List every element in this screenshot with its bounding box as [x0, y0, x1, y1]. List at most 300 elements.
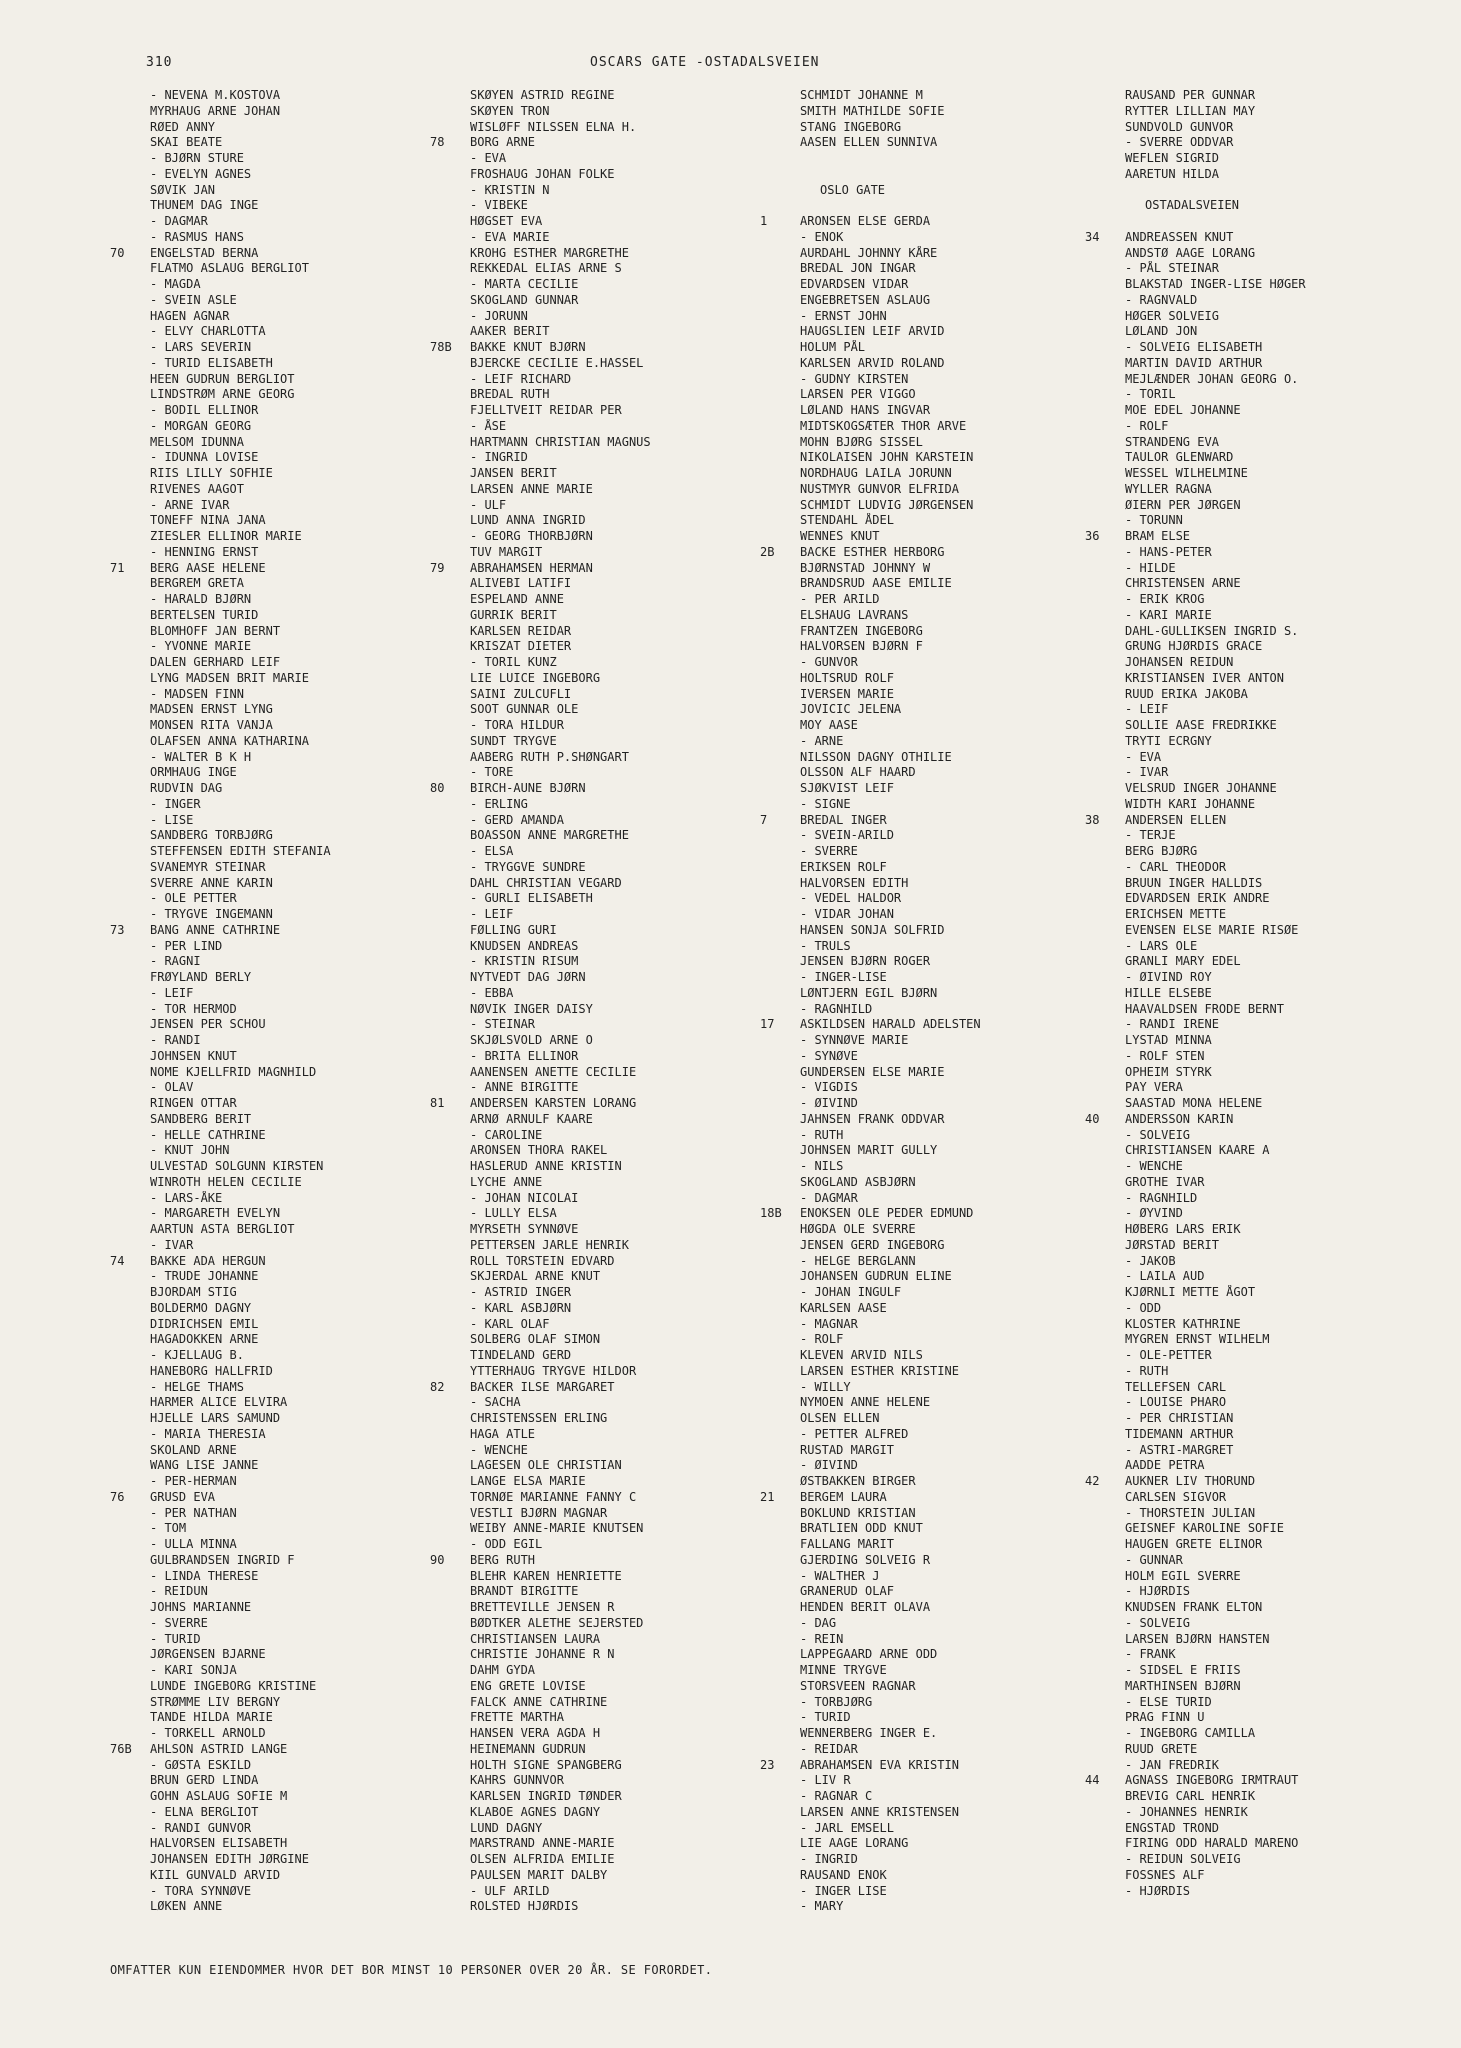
resident-name: - SACHA [470, 1395, 521, 1410]
resident-name: ENGSTAD TROND [1125, 1820, 1219, 1835]
resident-name: ORMHAUG INGE [150, 765, 237, 780]
resident-row [430, 1049, 770, 1065]
resident-name: - ROLF [1125, 418, 1169, 433]
resident-row [110, 529, 450, 545]
resident-row [430, 876, 770, 892]
resident-row [760, 198, 1100, 214]
resident-name: - KRISTIN N [470, 182, 550, 197]
resident-row [110, 876, 450, 892]
resident-name: TUV MARGIT [470, 544, 543, 559]
resident-row [760, 1679, 1100, 1695]
resident-name: STANG INGEBORG [800, 119, 902, 134]
resident-row [110, 734, 450, 750]
house-number: 73 [110, 922, 125, 937]
resident-row [110, 183, 450, 199]
resident-row [760, 813, 1100, 829]
resident-name: HEEN GUDRUN BERGLIOT [150, 371, 295, 386]
resident-row [1085, 1600, 1425, 1616]
resident-name: ARONSEN ELSE GERDA [800, 214, 931, 228]
resident-row [1085, 1616, 1425, 1632]
resident-name: - TORIL [1125, 387, 1176, 402]
resident-name: PETTERSEN JARLE HENRIK [470, 1237, 629, 1252]
resident-name: - ODD EGIL [470, 1537, 543, 1551]
resident-row [1085, 1411, 1425, 1427]
resident-row [430, 529, 770, 545]
resident-name: BJORDAM STIG [150, 1285, 237, 1299]
resident-name: HENDEN BERIT OLAVA [800, 1600, 931, 1614]
resident-name: WIDTH KARI JOHANNE [1125, 796, 1256, 811]
resident-name: FRETTE MARTHA [470, 1710, 564, 1725]
resident-row [430, 765, 770, 781]
resident-name: FROSHAUG JOHAN FOLKE [470, 166, 615, 181]
resident-row [110, 561, 450, 577]
resident-row [110, 513, 450, 529]
resident-row [760, 1616, 1100, 1632]
resident-row [1085, 1159, 1425, 1175]
resident-name: - HELGE BERGLANN [800, 1253, 916, 1268]
resident-name: TAULOR GLENWARD [1125, 450, 1234, 465]
resident-name: HOLM EGIL SVERRE [1125, 1568, 1241, 1583]
resident-row [430, 1128, 770, 1144]
resident-row [1085, 309, 1425, 325]
resident-name: NYMOEN ANNE HELENE [800, 1395, 931, 1410]
resident-row [110, 1805, 450, 1821]
resident-name: - OLE-PETTER [1125, 1348, 1212, 1362]
resident-row [760, 88, 1100, 104]
resident-name: TIDEMANN ARTHUR [1125, 1426, 1234, 1441]
resident-row [110, 639, 450, 655]
resident-name: - HJØRDIS [1125, 1883, 1191, 1898]
resident-row [760, 876, 1100, 892]
resident-row [110, 1773, 450, 1789]
resident-row [1085, 513, 1425, 529]
resident-row [430, 198, 770, 214]
resident-name: - VIDAR JOHAN [800, 907, 894, 921]
resident-row [760, 246, 1100, 262]
resident-name: - SOLVEIG [1125, 1127, 1191, 1142]
resident-row [760, 277, 1100, 293]
resident-name: BREVIG CARL HENRIK [1125, 1789, 1256, 1803]
resident-name: HOLTSRUD ROLF [800, 670, 894, 685]
resident-row [110, 1726, 450, 1742]
resident-name: - SIGNE [800, 796, 851, 811]
resident-row [430, 1569, 770, 1585]
resident-row [760, 309, 1100, 325]
resident-row [760, 1852, 1100, 1868]
resident-row [760, 120, 1100, 136]
resident-row [110, 246, 450, 262]
resident-row [1085, 277, 1425, 293]
resident-name: BRUUN INGER HALLDIS [1125, 875, 1263, 890]
resident-name: HALVORSEN BJØRN F [800, 639, 923, 654]
resident-row [430, 482, 770, 498]
resident-row [1085, 372, 1425, 388]
resident-row [760, 419, 1100, 435]
resident-name: CHRISTIANSEN KAARE A [1125, 1143, 1270, 1158]
resident-row [110, 1584, 450, 1600]
resident-name: RAUSAND PER GUNNAR [1125, 88, 1256, 102]
resident-name: - LEIF [1125, 702, 1169, 717]
resident-name: - JORUNN [470, 308, 528, 323]
resident-name: - MARY [800, 1899, 844, 1914]
resident-row [1085, 450, 1425, 466]
resident-row [430, 1222, 770, 1238]
resident-row [110, 860, 450, 876]
resident-row [760, 671, 1100, 687]
resident-row [760, 1789, 1100, 1805]
resident-name: NIKOLAISEN JOHN KARSTEIN [800, 450, 974, 465]
resident-name: RYTTER LILLIAN MAY [1125, 103, 1256, 118]
house-number: 1 [760, 214, 768, 228]
resident-name: - MARTA CECILIE [470, 277, 579, 291]
resident-name: WENNES KNUT [800, 529, 880, 543]
resident-row [1085, 954, 1425, 970]
resident-row [430, 1443, 770, 1459]
resident-row [1085, 592, 1425, 608]
resident-name: - PER ARILD [800, 592, 880, 606]
resident-row [110, 986, 450, 1002]
resident-name: HALVORSEN ELISABETH [150, 1836, 288, 1851]
house-number: 78 [430, 135, 445, 150]
resident-name: GEISNEF KAROLINE SOFIE [1125, 1521, 1284, 1536]
resident-name: SJØKVIST LEIF [800, 781, 894, 795]
resident-name: EDVARDSEN VIDAR [800, 277, 909, 291]
house-number: 76B [110, 1741, 132, 1756]
resident-name: - ØYVIND [1125, 1206, 1183, 1221]
resident-name: KNUDSEN ANDREAS [470, 938, 579, 953]
resident-name: - ULF [470, 497, 507, 512]
resident-row [110, 1285, 450, 1301]
resident-row [430, 1695, 770, 1711]
resident-row [430, 797, 770, 813]
resident-row [110, 1789, 450, 1805]
resident-row [430, 1080, 770, 1096]
resident-name: - ELSA [470, 844, 514, 858]
resident-name: CHRISTIE JOHANNE R N [470, 1647, 615, 1662]
resident-name: TELLEFSEN CARL [1125, 1379, 1227, 1394]
resident-name: HØGSET EVA [470, 214, 543, 228]
resident-name: WANG LISE JANNE [150, 1458, 259, 1473]
resident-row [110, 1348, 450, 1364]
resident-row [430, 1836, 770, 1852]
house-number: 80 [430, 781, 445, 795]
resident-name: - SOLVEIG ELISABETH [1125, 340, 1263, 354]
resident-row [760, 608, 1100, 624]
resident-row [110, 1096, 450, 1112]
resident-row [430, 1285, 770, 1301]
resident-row [430, 1710, 770, 1726]
house-number: 74 [110, 1253, 125, 1268]
resident-row [1085, 797, 1425, 813]
resident-row [110, 277, 450, 293]
resident-name: - RANDI IRENE [1125, 1017, 1219, 1032]
resident-name: JANSEN BERIT [470, 466, 557, 480]
resident-row [760, 1758, 1100, 1774]
resident-row [110, 1679, 450, 1695]
resident-name: - HILDE [1125, 560, 1176, 575]
resident-name: KROHG ESTHER MARGRETHE [470, 245, 629, 260]
resident-name: ERIKSEN ROLF [800, 859, 887, 874]
resident-name: - RAGNHILD [800, 1001, 873, 1016]
resident-row [760, 1521, 1100, 1537]
resident-name: ANDERSSON KARIN [1125, 1111, 1234, 1126]
resident-row [430, 372, 770, 388]
resident-row [430, 1159, 770, 1175]
resident-name: - ERLING [470, 796, 528, 811]
resident-row [760, 1317, 1100, 1333]
resident-row [760, 1710, 1100, 1726]
resident-name: AARTUN ASTA BERGLIOT [150, 1222, 295, 1236]
resident-name: - LEIF RICHARD [470, 371, 572, 386]
resident-row [430, 907, 770, 923]
resident-row [760, 1411, 1100, 1427]
resident-name: - ELSE TURID [1125, 1694, 1212, 1709]
resident-row [430, 923, 770, 939]
resident-row [760, 734, 1100, 750]
resident-name: SKAI BEATE [150, 135, 223, 150]
resident-name: RUSTAD MARGIT [800, 1442, 894, 1457]
resident-row [430, 639, 770, 655]
resident-name: - ANNE BIRGITTE [470, 1080, 579, 1095]
resident-row [760, 1049, 1100, 1065]
resident-row [430, 230, 770, 246]
resident-name: HØGDA OLE SVERRE [800, 1222, 916, 1236]
resident-name: BACKE ESTHER HERBORG [800, 544, 945, 559]
resident-row [430, 1663, 770, 1679]
resident-row [1085, 655, 1425, 671]
resident-name: - EVA MARIE [470, 229, 550, 244]
resident-row [110, 1206, 450, 1222]
resident-row [760, 1695, 1100, 1711]
resident-name: - TORE [470, 765, 514, 780]
resident-row [1085, 1710, 1425, 1726]
page-footer: OMFATTER KUN EIENDOMMER HVOR DET BOR MINST 10 PERSONER OVER 20 ÅR. SE FORORDET. [110, 1963, 713, 1977]
resident-name: STORSVEEN RAGNAR [800, 1678, 916, 1693]
resident-name: - KNUT JOHN [150, 1143, 230, 1158]
resident-name: NUSTMYR GUNVOR ELFRIDA [800, 481, 959, 496]
resident-name: ELSHAUG LAVRANS [800, 607, 909, 622]
resident-name: RIVENES AAGOT [150, 481, 244, 496]
resident-row [430, 1821, 770, 1837]
resident-name: OLSEN ELLEN [800, 1411, 880, 1425]
resident-row [430, 1490, 770, 1506]
resident-row [110, 1569, 450, 1585]
resident-name: AANENSEN ANETTE CECILIE [470, 1064, 637, 1079]
resident-name: MELSOM IDUNNA [150, 434, 244, 449]
resident-row [110, 1663, 450, 1679]
resident-row [1085, 1805, 1425, 1821]
resident-row [1085, 387, 1425, 403]
resident-row [1085, 576, 1425, 592]
resident-name: FLATMO ASLAUG BERGLIOT [150, 261, 309, 276]
resident-row [760, 1364, 1100, 1380]
resident-row [1085, 1395, 1425, 1411]
resident-name: - HELGE THAMS [150, 1379, 244, 1394]
resident-row [430, 104, 770, 120]
resident-row [760, 1096, 1100, 1112]
resident-name: SOLLIE AASE FREDRIKKE [1125, 718, 1277, 732]
resident-row [1085, 1002, 1425, 1018]
street-name: OSLO GATE [820, 182, 886, 197]
resident-name: - WALTHER J [800, 1568, 880, 1583]
resident-row [1085, 1206, 1425, 1222]
resident-row [430, 750, 770, 766]
resident-row [760, 1002, 1100, 1018]
resident-name: - REIN [800, 1631, 844, 1646]
resident-name: LARSEN PER VIGGO [800, 387, 916, 402]
resident-row [430, 1600, 770, 1616]
resident-row [430, 1805, 770, 1821]
resident-row [1085, 88, 1425, 104]
resident-name: ROLSTED HJØRDIS [470, 1899, 579, 1914]
resident-name: EVENSEN ELSE MARIE RISØE [1125, 922, 1299, 937]
resident-row [760, 891, 1100, 907]
resident-row [110, 230, 450, 246]
resident-row [760, 1159, 1100, 1175]
resident-name: BREDAL JON INGAR [800, 261, 916, 276]
resident-name: MYRSETH SYNNØVE [470, 1222, 579, 1236]
resident-name: - OLE PETTER [150, 891, 237, 906]
resident-row [760, 702, 1100, 718]
resident-name: BORG ARNE [470, 135, 536, 150]
resident-row [430, 1758, 770, 1774]
resident-row [1085, 1191, 1425, 1207]
resident-name: ZIESLER ELLINOR MARIE [150, 529, 302, 543]
resident-row [1085, 813, 1425, 829]
resident-row [430, 498, 770, 514]
resident-row [430, 1647, 770, 1663]
resident-row [110, 120, 450, 136]
resident-row [760, 954, 1100, 970]
resident-row [110, 1049, 450, 1065]
resident-row [110, 655, 450, 671]
resident-name: HEINEMANN GUDRUN [470, 1741, 586, 1756]
resident-row [430, 592, 770, 608]
resident-row [760, 1395, 1100, 1411]
resident-row [760, 513, 1100, 529]
resident-name: - KARI MARIE [1125, 607, 1212, 622]
resident-name: LIE LUICE INGEBORG [470, 670, 601, 685]
resident-name: - ODD [1125, 1300, 1162, 1315]
resident-row [1085, 923, 1425, 939]
resident-name: CHRISTENSSEN ERLING [470, 1411, 608, 1425]
resident-name: HANEBORG HALLFRID [150, 1363, 273, 1378]
resident-row [110, 1506, 450, 1522]
resident-name: SCHMIDT JOHANNE M [800, 88, 923, 102]
resident-name: AGNASS INGEBORG IRMTRAUT [1125, 1773, 1299, 1788]
resident-row [110, 1254, 450, 1270]
resident-row [1085, 1112, 1425, 1128]
resident-row [110, 576, 450, 592]
resident-row [110, 1411, 450, 1427]
resident-row [1085, 608, 1425, 624]
resident-row [430, 1537, 770, 1553]
resident-row [1085, 970, 1425, 986]
resident-row [110, 608, 450, 624]
resident-row [110, 671, 450, 687]
resident-name: - SVEIN-ARILD [800, 828, 894, 843]
resident-row [430, 466, 770, 482]
resident-name: GRUNG HJØRDIS GRACE [1125, 639, 1263, 654]
resident-name: BRUN GERD LINDA [150, 1773, 259, 1788]
resident-row [760, 750, 1100, 766]
resident-name: JOHANSEN GUDRUN ELINE [800, 1269, 952, 1284]
resident-name: SKOGLAND ASBJØRN [800, 1174, 916, 1189]
resident-row [430, 576, 770, 592]
resident-row [110, 1490, 450, 1506]
resident-row [760, 435, 1100, 451]
resident-row [110, 435, 450, 451]
resident-row [760, 1128, 1100, 1144]
resident-row [110, 1474, 450, 1490]
resident-row [760, 1663, 1100, 1679]
resident-name: - PETTER ALFRED [800, 1426, 909, 1441]
resident-row [1085, 891, 1425, 907]
resident-name: KAHRS GUNNVOR [470, 1773, 564, 1788]
resident-name: FRANTZEN INGEBORG [800, 623, 923, 638]
resident-name: SKJERDAL ARNE KNUT [470, 1269, 601, 1284]
resident-row [760, 1065, 1100, 1081]
resident-name: ASKILDSEN HARALD ADELSTEN [800, 1017, 981, 1032]
house-number: 7 [760, 812, 768, 827]
resident-row [430, 1364, 770, 1380]
resident-name: SOLBERG OLAF SIMON [470, 1332, 601, 1347]
resident-name: BIRCH-AUNE BJØRN [470, 781, 586, 795]
resident-name: - REIDUN [150, 1584, 208, 1599]
resident-row [1085, 1128, 1425, 1144]
resident-name: - LARS-ÅKE [150, 1190, 223, 1205]
resident-row [1085, 104, 1425, 120]
resident-row [110, 309, 450, 325]
resident-row [760, 1238, 1100, 1254]
resident-row [430, 1742, 770, 1758]
resident-name: LIE AAGE LORANG [800, 1836, 909, 1851]
resident-name: AUKNER LIV THORUND [1125, 1474, 1256, 1488]
resident-row [430, 1506, 770, 1522]
resident-row [1085, 356, 1425, 372]
resident-name: HOLTH SIGNE SPANGBERG [470, 1757, 622, 1772]
resident-name: - TRYGVE INGEMANN [150, 907, 273, 921]
resident-name: LAGESEN OLE CHRISTIAN [470, 1458, 622, 1473]
resident-name: DIDRICHSEN EMIL [150, 1316, 259, 1331]
resident-name: LØLAND JON [1125, 324, 1198, 339]
resident-name: KRISTIANSEN IVER ANTON [1125, 670, 1284, 685]
resident-row [760, 655, 1100, 671]
resident-row [1085, 1080, 1425, 1096]
resident-name: JENSEN PER SCHOU [150, 1017, 266, 1032]
resident-name: - TURID [800, 1710, 851, 1725]
resident-name: BANG ANNE CATHRINE [150, 922, 281, 937]
resident-name: MINNE TRYGVE [800, 1663, 887, 1677]
resident-row [430, 324, 770, 340]
resident-row [430, 1773, 770, 1789]
resident-name: BJØRNSTAD JOHNNY W [800, 560, 931, 575]
resident-name: HAGA ATLE [470, 1426, 536, 1441]
resident-row [430, 293, 770, 309]
resident-row [110, 214, 450, 230]
resident-name: ALIVEBI LATIFI [470, 576, 572, 591]
resident-name: - ARNE [800, 733, 844, 748]
resident-row [760, 939, 1100, 955]
resident-row [110, 1884, 450, 1900]
street-heading [760, 183, 1100, 199]
resident-row [430, 1301, 770, 1317]
resident-name: FOSSNES ALF [1125, 1867, 1205, 1882]
resident-row [1085, 1789, 1425, 1805]
resident-row [430, 608, 770, 624]
resident-row [430, 88, 770, 104]
resident-row [760, 372, 1100, 388]
